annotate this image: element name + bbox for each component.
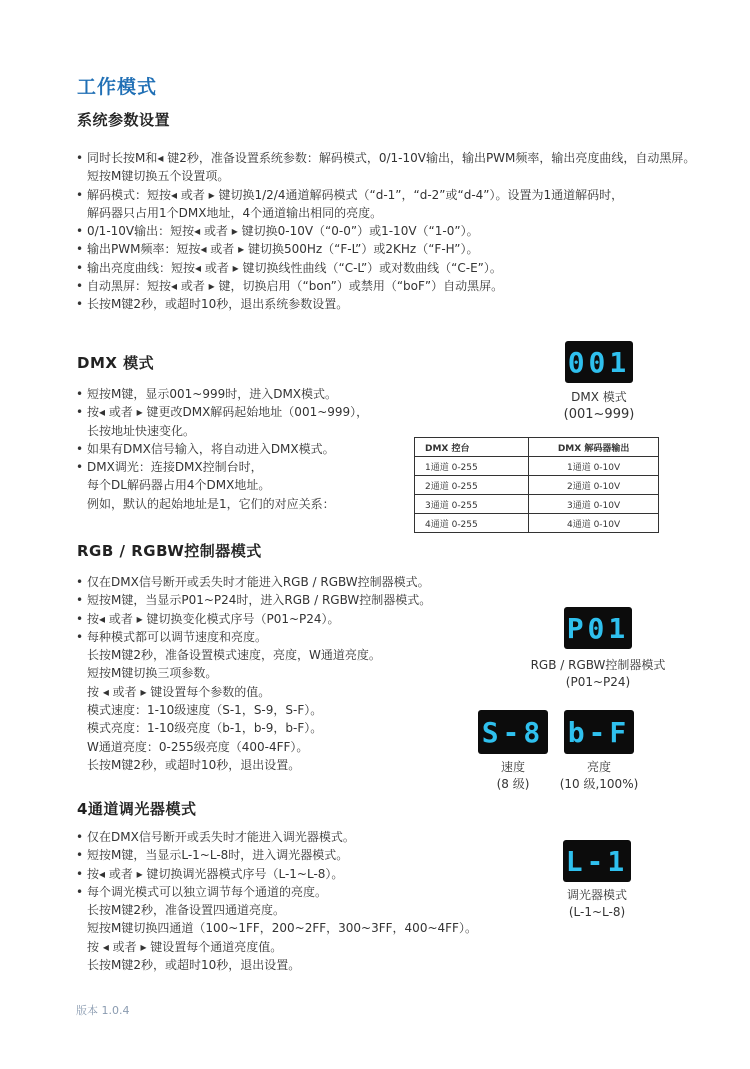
list-item: • 0/1-10V输出：短按◂ 或者 ▸ 键切换0-10V（“0-0”）或1-10V（“1-0”）。 xyxy=(76,222,695,240)
rgb-list xyxy=(76,573,431,774)
table-row xyxy=(415,476,659,495)
list-item: • 自动黑屏：短按◂ 或者 ▸ 键，切换启用（“bon”）或禁用（“boF”）自动黑屏。 xyxy=(76,277,695,295)
dmx-caption-range: (001~999) xyxy=(563,407,635,422)
list-item-continuation: 长按M键2秒，准备设置四通道亮度。 xyxy=(87,903,285,918)
speed-display-text: S-8 xyxy=(481,715,545,749)
speed-caption-title: 速度 xyxy=(500,760,525,774)
list-item: • 短按M键，显示001~999时，进入DMX模式。 xyxy=(76,385,368,403)
section-heading-rgb: RGB / RGBW控制器模式 xyxy=(77,542,262,560)
list-item-continuation: 长按地址快速变化。 xyxy=(87,423,196,438)
dmx-mapping-table xyxy=(414,437,659,533)
table-cell: 4通道 0-255 xyxy=(415,514,529,533)
section-heading-dimmer: 4通道调光器模式 xyxy=(77,800,197,818)
brightness-caption-range: (10 级,100%) xyxy=(559,777,639,791)
list-item-continuation: 长按M键2秒，或超时10秒，退出设置。 xyxy=(87,757,301,772)
list-item-continuation: 模式速度：1-10级速度（S-1，S-9，S-F）。 xyxy=(87,703,323,718)
table-row xyxy=(415,495,659,514)
list-item-continuation: 短按M键切换四通道（100~1FF，200~2FF，300~3FF，400~4FF）。 xyxy=(87,921,477,936)
list-item: • 仅在DMX信号断开或丢失时才能进入RGB / RGBW控制器模式。 xyxy=(76,573,431,591)
table-header-console: DMX 控台 xyxy=(415,438,529,457)
dmx-caption-title: DMX 模式 xyxy=(571,390,627,404)
list-item: • 每个调光模式可以独立调节每个通道的亮度。 xyxy=(76,883,477,901)
rgb-mode-caption-range: (P01~P24) xyxy=(565,675,631,689)
list-item: • 短按M键，当显示L-1~L-8时，进入调光器模式。 xyxy=(76,846,477,864)
list-item: • 按◂ 或者 ▸ 键更改DMX解码起始地址（001~999）， xyxy=(76,403,368,421)
dmx-caption xyxy=(555,389,643,423)
speed-caption xyxy=(473,759,553,793)
list-item-continuation: 解码器只占用1个DMX地址，4个通道输出相同的亮度。 xyxy=(87,205,383,220)
list-item-continuation: W通道亮度：0-255级亮度（400-4FF）。 xyxy=(87,739,309,754)
list-item: • 仅在DMX信号断开或丢失时才能进入调光器模式。 xyxy=(76,828,477,846)
list-item-continuation: 模式亮度：1-10级亮度（b-1，b-9，b-F）。 xyxy=(87,721,323,736)
list-item: • 短按M键，当显示P01~P24时，进入RGB / RGBW控制器模式。 xyxy=(76,591,431,609)
page-title: 工作模式 xyxy=(77,76,158,98)
list-item: • 同时长按M和◂ 键2秒，准备设置系统参数：解码模式，0/1-10V输出，输出PWM频率，输出亮度曲线，自动黑屏。 xyxy=(76,149,695,167)
table-row xyxy=(415,514,659,533)
section-heading-system: 系统参数设置 xyxy=(77,111,171,129)
list-item: • DMX调光：连接DMX控制台时， xyxy=(76,458,368,476)
list-item: • 输出PWM频率：短按◂ 或者 ▸ 键切换500Hz（“F-L”）或2KHz（“F-H”）。 xyxy=(76,240,695,258)
table-cell: 2通道 0-10V xyxy=(529,476,659,495)
list-item: • 输出亮度曲线：短按◂ 或者 ▸ 键切换线性曲线（“C-L”）或对数曲线（“C-E”）。 xyxy=(76,259,695,277)
dmx-list xyxy=(76,385,368,513)
dimmer-caption xyxy=(553,887,641,921)
list-item-continuation: 每个DL解码器占用4个DMX地址。 xyxy=(87,478,271,493)
rgb-mode-display-text: P01 xyxy=(566,611,630,645)
version-label: 版本 1.0.4 xyxy=(76,1004,130,1017)
dmx-display-text: 001 xyxy=(567,345,631,379)
system-list xyxy=(76,149,695,314)
speed-display xyxy=(478,710,548,754)
list-item-continuation: 短按M键切换三项参数。 xyxy=(87,666,218,681)
list-item: • 解码模式：短按◂ 或者 ▸ 键切换1/2/4通道解码模式（“d-1”，“d-2”或“d-4”）。设置为1通道解码时， xyxy=(76,186,695,204)
rgb-mode-caption xyxy=(528,657,668,691)
section-heading-dmx: DMX 模式 xyxy=(77,354,155,372)
table-cell: 1通道 0-10V xyxy=(529,457,659,476)
brightness-display xyxy=(564,710,634,754)
table-row xyxy=(415,457,659,476)
dimmer-list xyxy=(76,828,477,974)
list-item-continuation: 短按M键切换五个设置项。 xyxy=(87,169,230,184)
list-item: • 每种模式都可以调节速度和亮度。 xyxy=(76,628,431,646)
list-item: • 长按M键2秒，或超时10秒，退出系统参数设置。 xyxy=(76,295,695,313)
dimmer-display xyxy=(563,840,631,882)
table-cell: 3通道 0-10V xyxy=(529,495,659,514)
speed-caption-range: (8 级) xyxy=(496,777,530,791)
list-item-continuation: 长按M键2秒，或超时10秒，退出设置。 xyxy=(87,958,301,973)
list-item-continuation: 例如，默认的起始地址是1，它们的对应关系： xyxy=(87,496,335,511)
list-item: • 如果有DMX信号输入，将自动进入DMX模式。 xyxy=(76,440,368,458)
table-header-output: DMX 解码器输出 xyxy=(529,438,659,457)
table-cell: 1通道 0-255 xyxy=(415,457,529,476)
rgb-mode-display xyxy=(564,607,632,649)
brightness-caption xyxy=(554,759,644,793)
list-item: • 按◂ 或者 ▸ 键切换调光器模式序号（L-1~L-8）。 xyxy=(76,865,477,883)
table-cell: 3通道 0-255 xyxy=(415,495,529,514)
list-item-continuation: 按 ◂ 或者 ▸ 键设置每个参数的值。 xyxy=(87,684,271,699)
rgb-mode-caption-title: RGB / RGBW控制器模式 xyxy=(530,658,666,672)
table-cell: 2通道 0-255 xyxy=(415,476,529,495)
list-item: • 按◂ 或者 ▸ 键切换变化模式序号（P01~P24）。 xyxy=(76,610,431,628)
dimmer-display-text: L-1 xyxy=(565,844,629,878)
dimmer-caption-title: 调光器模式 xyxy=(566,888,627,902)
list-item-continuation: 按 ◂ 或者 ▸ 键设置每个通道亮度值。 xyxy=(87,939,283,954)
dimmer-caption-range: (L-1~L-8) xyxy=(568,905,626,919)
brightness-caption-title: 亮度 xyxy=(586,760,611,774)
dmx-display xyxy=(565,341,633,383)
table-cell: 4通道 0-10V xyxy=(529,514,659,533)
brightness-display-text: b-F xyxy=(567,715,631,749)
list-item-continuation: 长按M键2秒，准备设置模式速度，亮度，W通道亮度。 xyxy=(87,648,381,663)
